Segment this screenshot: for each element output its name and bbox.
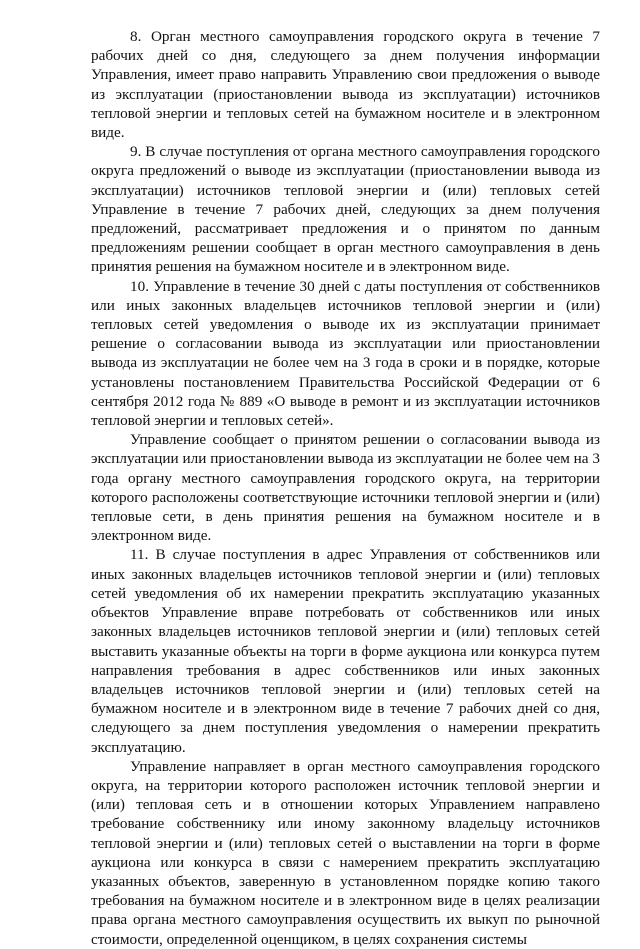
paragraph-10: 10. Управление в течение 30 дней с даты поступления от собственников или иных законных владельцев источников тепловой энергии и (или) тепловых сетей уведомления о выводе их из эксплуатации принимает решение о согласовании вывода из эксплуатации или приостановлении вывода из эксплуатации не более чем на 3 года в сроки и в порядке, которые установлены постановлением Правительства Российской Федерации от 6 сентября 2012 года № 889 «О выводе в ремонт и из эксплуатации источников тепловой энергии и тепловых сетей».: [91, 277, 600, 430]
paragraph-11: 11. В случае поступления в адрес Управления от собственников или иных законных владельцев источников тепловой энергии и (или) тепловых сетей уведомления об их намерении прекратить эксплуатацию указанных объектов Управление вправе потребовать от собственников или иных законных владельцев источников тепловой энергии и (или) тепловых сетей выставить указанные объекты на торги в форме аукциона или конкурса путем направления требования в адрес собственников или иных законных владельцев источников тепловой энергии и (или) тепловых сетей на бумажном носителе и в электронном виде в течение 7 рабочих дней со дня, следующего за днем поступления уведомления о намерении прекратить эксплуатацию.: [91, 546, 600, 756]
document-page: [91, 27, 600, 949]
paragraph-8: 8. Орган местного самоуправления городского округа в течение 7 рабочих дней со дня, следующего за днем получения информации Управления, имеет право направить Управлению свои предложения о выводе из эксплуатации (приостановлении вывода из эксплуатации) источников тепловой энергии и тепловых сетей на бумажном носителе и в электронном виде.: [91, 28, 600, 142]
paragraph-10-notification: Управление сообщает о принятом решении о согласовании вывода из эксплуатации или приостановлении вывода из эксплуатации не более чем на 3 года органу местного самоуправления городского округа, на территории которого расположены соответствующие источники тепловой энергии и (или) тепловые сети, в день принятия решения на бумажном носителе и в электронном виде.: [91, 431, 600, 545]
paragraph-9: 9. В случае поступления от органа местного самоуправления городского округа предложений о выводе из эксплуатации (приостановлении вывода из эксплуатации) источников тепловой энергии и (или) тепловых сетей Управление в течение 7 рабочих дней, следующих за днем получения предложений, рассматривает предложения и о принятом по данным предложениям решении сообщает в орган местного самоуправления в день принятия решения на бумажном носителе и в электронном виде.: [91, 143, 600, 276]
paragraph-11-referral: Управление направляет в орган местного самоуправления городского округа, на территории которого расположен источник тепловой энергии и (или) тепловая сеть и в отношении которых Управлением направлено требование собственнику или иному законному владельцу источников тепловой энергии и (или) тепловых сетей о выставлении на торги в форме аукциона или конкурса в связи с намерением прекратить эксплуатацию указанных объектов, заверенную в установленном порядке копию такого требования на бумажном носителе и в электронном виде в целях реализации права органа местного самоуправления осуществить их выкуп по рыночной стоимости, определенной оценщиком, в целях сохранения системы: [91, 757, 600, 948]
